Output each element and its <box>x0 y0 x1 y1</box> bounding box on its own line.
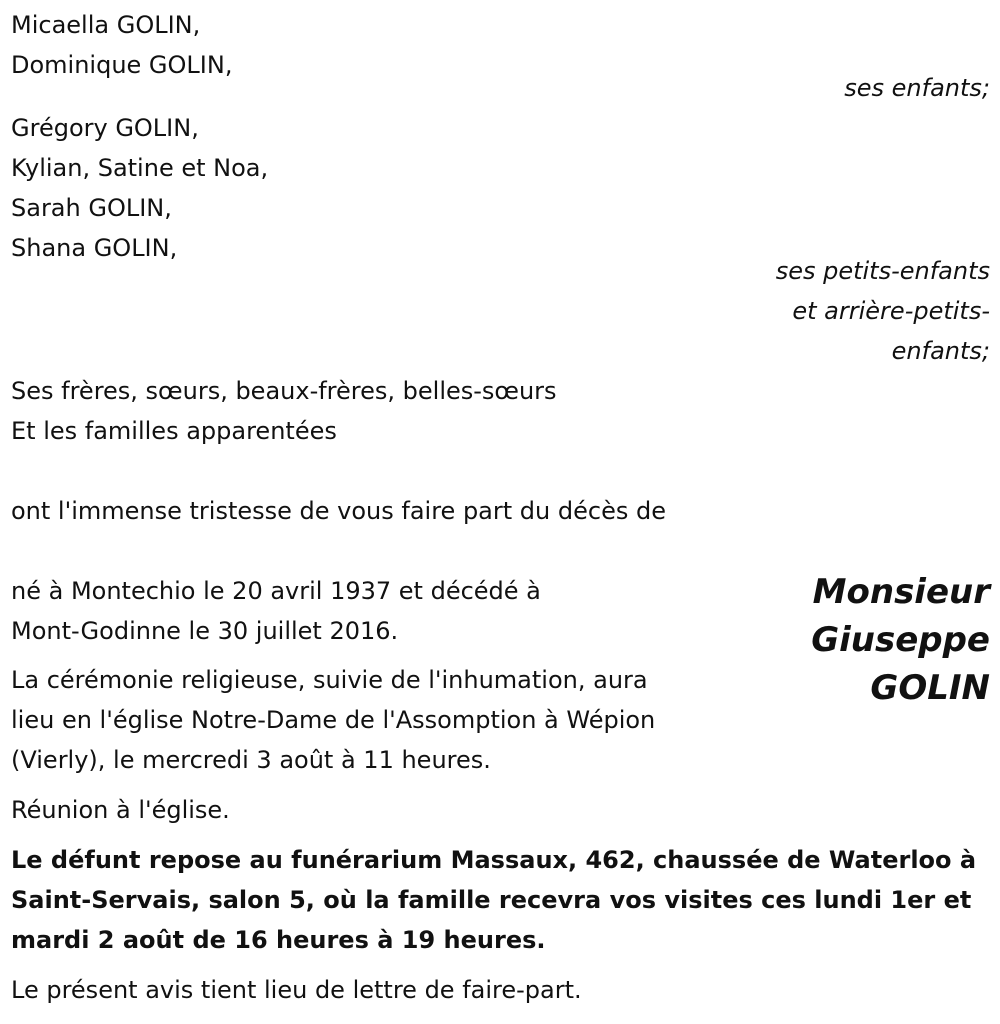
deceased-first-name: Giuseppe <box>811 620 990 660</box>
announcement-text: ont l'immense tristesse de vous faire part du décès de <box>11 497 666 525</box>
funerarium-line-3: mardi 2 août de 16 heures à 19 heures. <box>11 926 546 954</box>
deceased-title: Monsieur <box>812 572 990 612</box>
birth-death-line-2: Mont-Godinne le 30 juillet 2016. <box>11 617 399 645</box>
children-line-2: Dominique GOLIN, <box>11 51 233 79</box>
grandchildren-relation-3: enfants; <box>891 337 990 365</box>
grandchildren-relation-2: et arrière-petits- <box>792 297 990 325</box>
funerarium-line-2: Saint-Servais, salon 5, où la famille recevra vos visites ces lundi 1er et <box>11 886 972 914</box>
siblings-line-2: Et les familles apparentées <box>11 417 337 445</box>
ceremony-line-3: (Vierly), le mercredi 3 août à 11 heures. <box>11 746 491 774</box>
ceremony-line-1: La cérémonie religieuse, suivie de l'inhumation, aura <box>11 666 648 694</box>
grandchildren-line-1: Grégory GOLIN, <box>11 114 199 142</box>
deceased-last-name: GOLIN <box>870 668 990 708</box>
closing-text: Le présent avis tient lieu de lettre de faire-part. <box>11 976 582 1004</box>
funerarium-line-1: Le défunt repose au funérarium Massaux, 462, chaussée de Waterloo à <box>11 846 977 874</box>
grandchildren-line-4: Shana GOLIN, <box>11 234 178 262</box>
reunion-text: Réunion à l'église. <box>11 796 230 824</box>
grandchildren-relation-1: ses petits-enfants <box>775 257 990 285</box>
birth-death-line-1: né à Montechio le 20 avril 1937 et décédé à <box>11 577 541 605</box>
siblings-line-1: Ses frères, sœurs, beaux-frères, belles-sœurs <box>11 377 557 405</box>
children-line-1: Micaella GOLIN, <box>11 11 201 39</box>
deceased-name <box>811 568 990 712</box>
grandchildren-line-3: Sarah GOLIN, <box>11 194 172 222</box>
grandchildren-line-2: Kylian, Satine et Noa, <box>11 154 269 182</box>
ceremony-line-2: lieu en l'église Notre-Dame de l'Assomption à Wépion <box>11 706 656 734</box>
children-relation: ses enfants; <box>844 74 990 102</box>
